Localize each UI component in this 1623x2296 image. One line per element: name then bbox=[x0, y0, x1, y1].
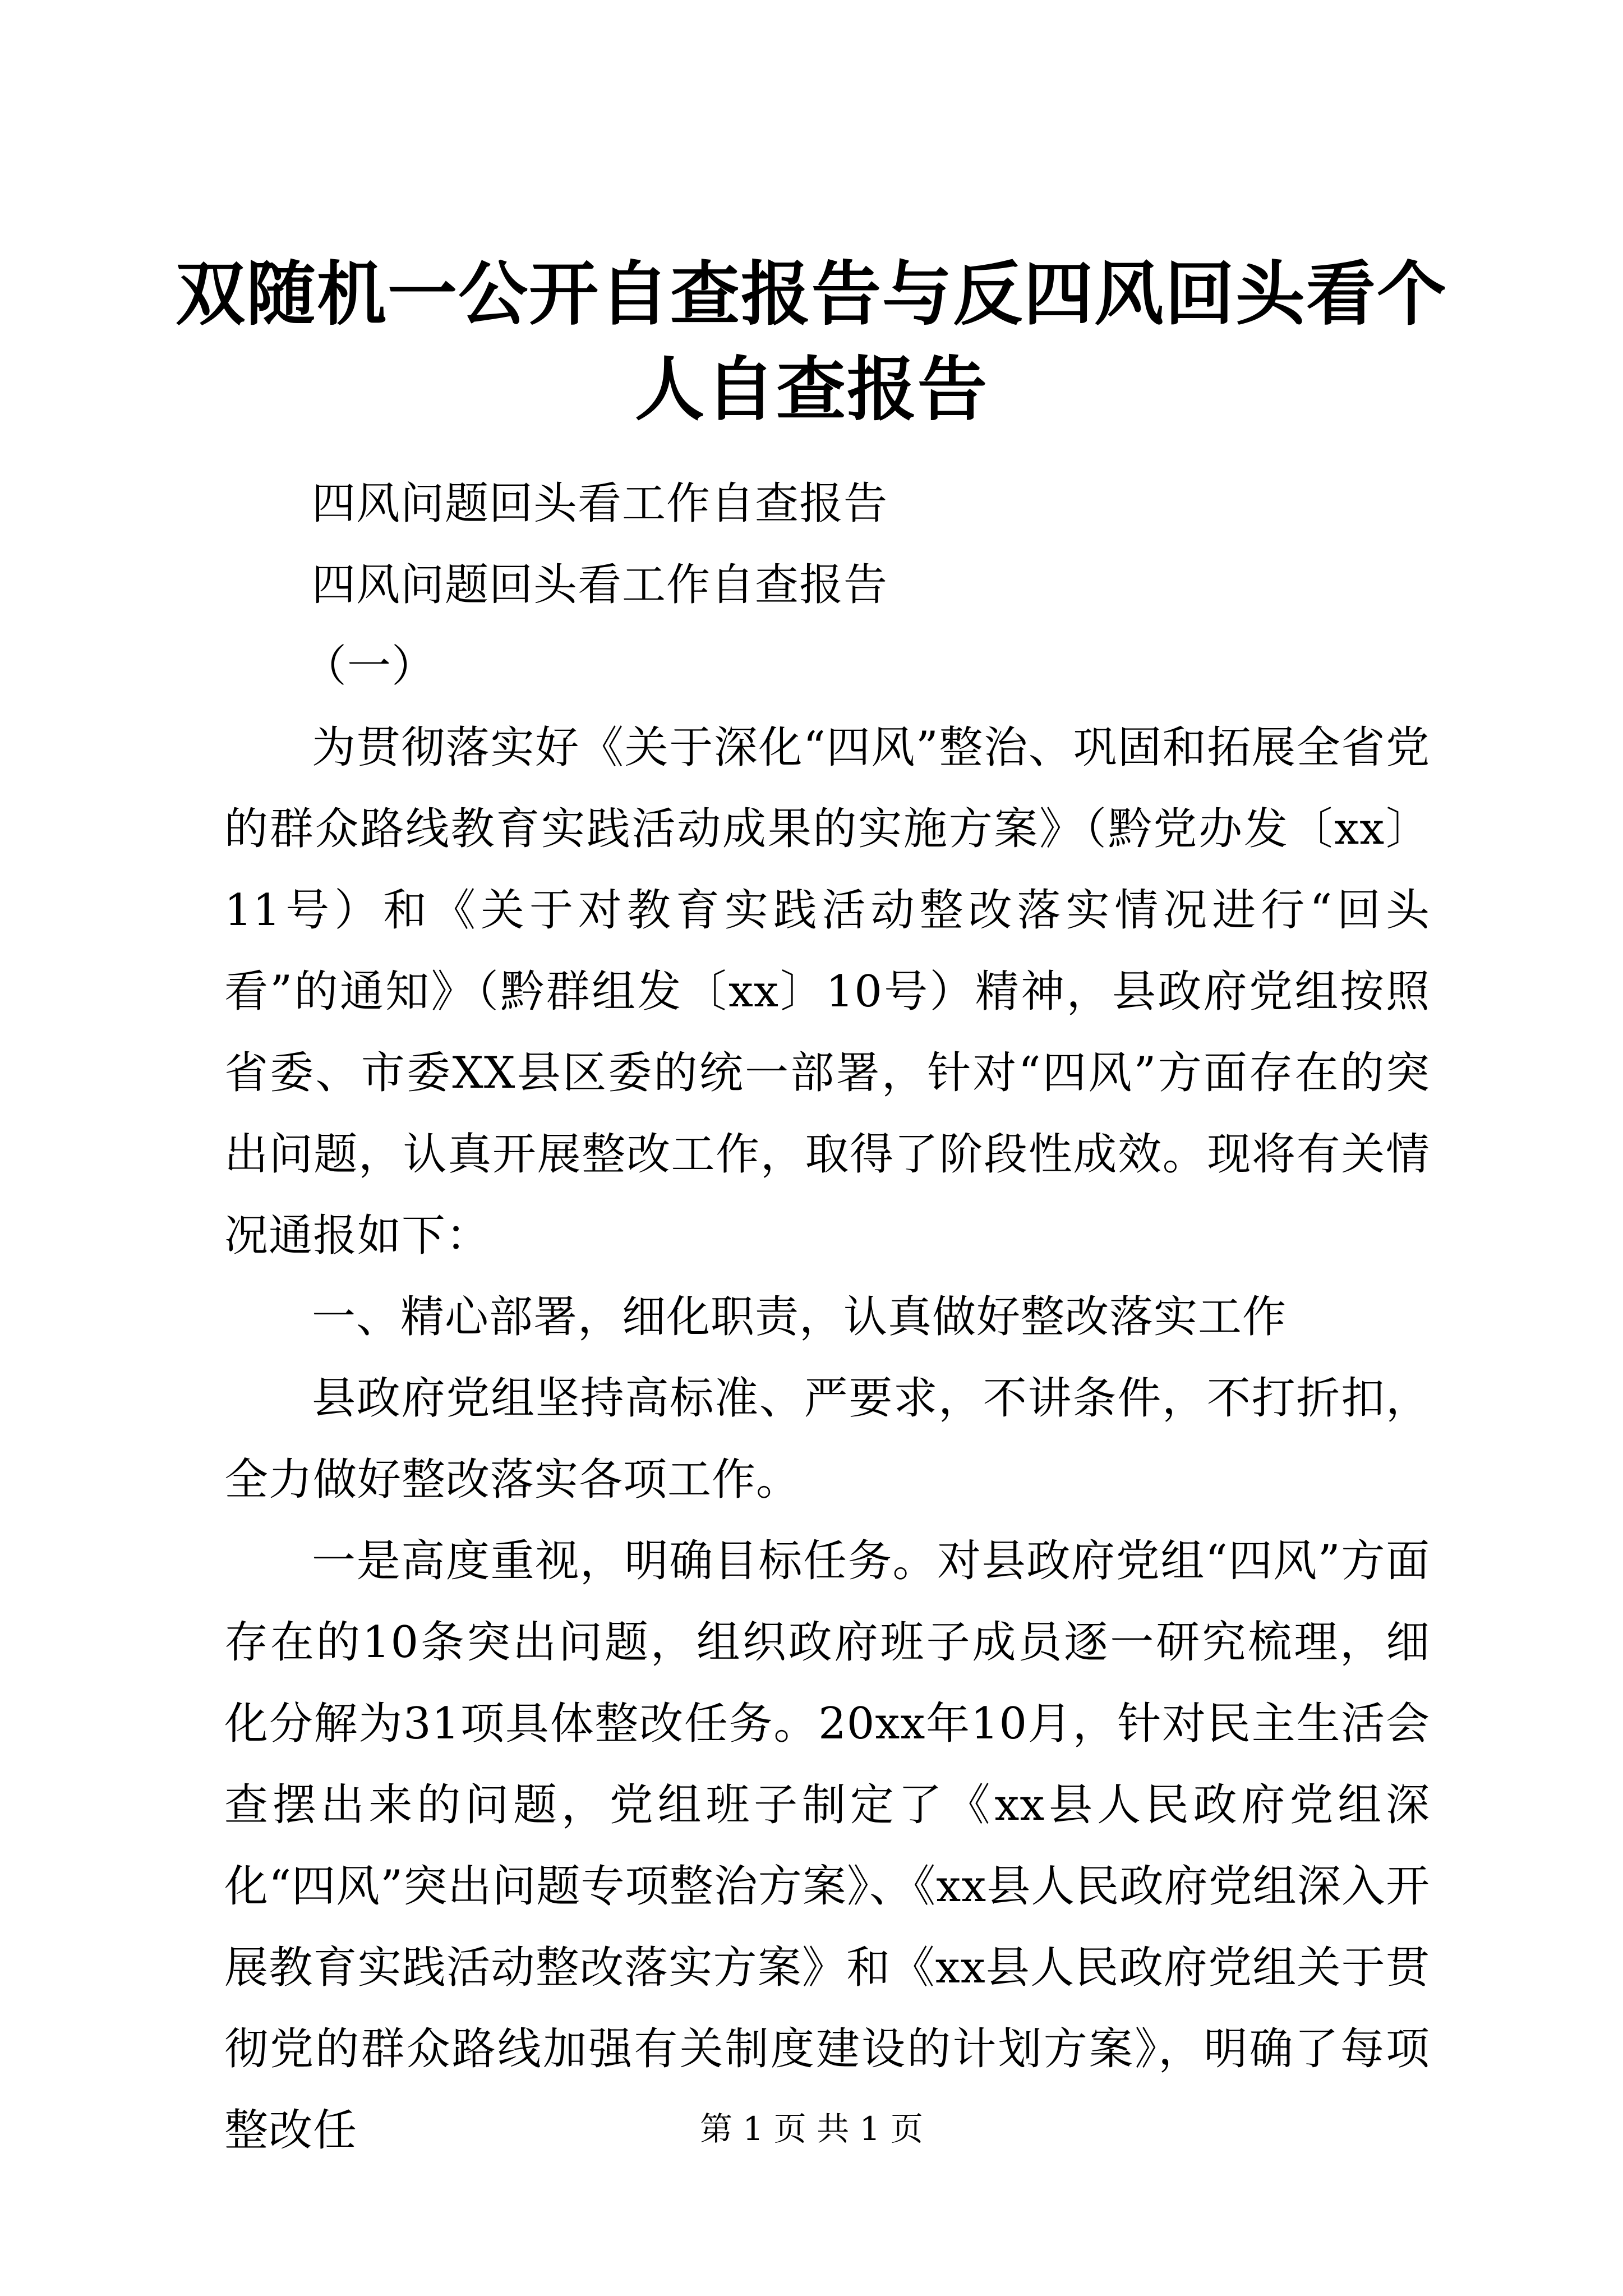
intro-paragraph: 为贯彻落实好《关于深化“四风”整治、巩固和拓展全省党的群众路线教育实践活动成果的实施方案》（黔党办发〔xx〕11号）和《关于对教育实践活动整改落实情况进行“回头看”的通知》（黔群组发〔xx〕10号）精神，县政府党组按照省委、市委XX县区委的统一部署，针对“四风”方面存在的突出问题，认真开展整改工作，取得了阶段性成效。现将有关情况通报如下： bbox=[224, 723, 1430, 1261]
document-title: 双随机一公开自查报告与反四风回头看个人自查报告 bbox=[175, 254, 1447, 430]
section-number: （一） bbox=[303, 641, 436, 692]
document-body bbox=[224, 463, 1430, 2171]
subtitle-line-2: 四风问题回头看工作自查报告 bbox=[312, 560, 888, 610]
page-number-footer: 第 1 页 共 1 页 bbox=[700, 2110, 923, 2148]
point-one-paragraph: 一是高度重视，明确目标任务。对县政府党组“四风”方面存在的10条突出问题，组织政府班子成员逐一研究梳理，细化分解为31项具体整改任务。20xx年10月，针对民主生活会查摆出来的问题，党组班子制定了《xx县人民政府党组深化“四风”突出问题专项整治方案》、《xx县人民政府党组深入开展教育实践活动整改落实方案》和《xx县人民政府党组关于贯彻党的群众路线加强有关制度建设的计划方案》，明确了每项整改任 bbox=[224, 1536, 1430, 2156]
section-heading: 一、精心部署，细化职责，认真做好整改落实工作 bbox=[312, 1292, 1287, 1342]
section-summary-paragraph: 县政府党组坚持高标准、严要求，不讲条件，不打折扣，全力做好整改落实各项工作。 bbox=[224, 1373, 1430, 1505]
subtitle-line-1: 四风问题回头看工作自查报告 bbox=[312, 478, 888, 529]
